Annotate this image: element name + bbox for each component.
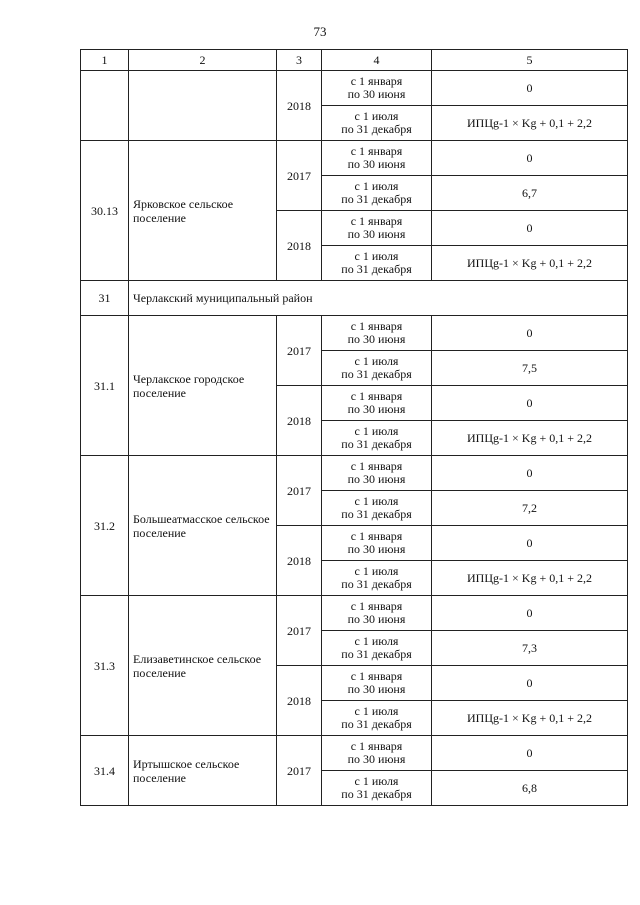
column-header: 3 <box>277 50 322 71</box>
value-cell: ИПЦg-1 × Kg + 0,1 + 2,2 <box>432 106 628 141</box>
period-start: с 1 июля <box>354 354 399 368</box>
period-end: по 31 декабря <box>341 192 412 206</box>
year-cell: 2018 <box>277 71 322 141</box>
value-cell: ИПЦg-1 × Kg + 0,1 + 2,2 <box>432 246 628 281</box>
value-cell: 6,8 <box>432 771 628 806</box>
period-start: с 1 июля <box>354 494 399 508</box>
period-start: с 1 января <box>350 74 403 88</box>
period-end: по 30 июня <box>347 612 406 626</box>
period-end: по 30 июня <box>347 682 406 696</box>
tariff-table <box>80 49 628 806</box>
table-row <box>81 141 628 176</box>
period-start: с 1 июля <box>354 774 399 788</box>
value-cell: 7,3 <box>432 631 628 666</box>
period-end: по 31 декабря <box>341 122 412 136</box>
period-end: по 31 декабря <box>341 787 412 801</box>
table-row <box>81 316 628 351</box>
period-end: по 30 июня <box>347 472 406 486</box>
year-cell: 2018 <box>277 526 322 596</box>
period-cell <box>322 386 432 421</box>
table-row <box>81 456 628 491</box>
value-cell: 7,5 <box>432 351 628 386</box>
value-cell: 6,7 <box>432 176 628 211</box>
year-cell: 2018 <box>277 666 322 736</box>
table-body <box>81 71 628 806</box>
period-cell <box>322 71 432 106</box>
row-number: 31.4 <box>81 736 129 806</box>
period-start: с 1 июля <box>354 249 399 263</box>
period-start: с 1 января <box>350 389 403 403</box>
column-header: 5 <box>432 50 628 71</box>
settlement-name: Иртышское сельское поселение <box>129 736 277 806</box>
row-number: 31.3 <box>81 596 129 736</box>
period-end: по 31 декабря <box>341 647 412 661</box>
period-cell <box>322 421 432 456</box>
period-end: по 31 декабря <box>341 262 412 276</box>
period-cell <box>322 771 432 806</box>
period-start: с 1 июля <box>354 634 399 648</box>
period-start: с 1 января <box>350 669 403 683</box>
value-cell: 0 <box>432 456 628 491</box>
period-start: с 1 января <box>350 529 403 543</box>
period-cell <box>322 561 432 596</box>
value-cell: 0 <box>432 666 628 701</box>
column-header: 1 <box>81 50 129 71</box>
period-cell <box>322 316 432 351</box>
page-number: 73 <box>313 24 327 39</box>
value-cell: 0 <box>432 386 628 421</box>
year-cell: 2017 <box>277 141 322 211</box>
period-cell <box>322 176 432 211</box>
period-end: по 31 декабря <box>341 437 412 451</box>
period-end: по 30 июня <box>347 87 406 101</box>
period-start: с 1 января <box>350 459 403 473</box>
period-cell <box>322 736 432 771</box>
period-start: с 1 января <box>350 214 403 228</box>
period-start: с 1 января <box>350 144 403 158</box>
period-cell <box>322 596 432 631</box>
period-cell <box>322 666 432 701</box>
period-cell <box>322 701 432 736</box>
settlement-name: Большеатмасское сельское поселение <box>129 456 277 596</box>
period-end: по 31 декабря <box>341 507 412 521</box>
period-end: по 31 декабря <box>341 577 412 591</box>
value-cell: 0 <box>432 141 628 176</box>
settlement-name: Черлакское городское поселение <box>129 316 277 456</box>
row-number: 31 <box>81 281 129 316</box>
period-end: по 30 июня <box>347 227 406 241</box>
row-number: 31.1 <box>81 316 129 456</box>
value-cell: 7,2 <box>432 491 628 526</box>
period-end: по 30 июня <box>347 752 406 766</box>
year-cell: 2018 <box>277 211 322 281</box>
period-start: с 1 июля <box>354 179 399 193</box>
settlement-name <box>129 71 277 141</box>
year-cell: 2017 <box>277 736 322 806</box>
value-cell: 0 <box>432 596 628 631</box>
year-cell: 2018 <box>277 386 322 456</box>
settlement-name: Елизаветинское сельское поселение <box>129 596 277 736</box>
year-cell: 2017 <box>277 316 322 386</box>
row-number: 31.2 <box>81 456 129 596</box>
period-cell <box>322 141 432 176</box>
period-cell <box>322 456 432 491</box>
district-row <box>81 281 628 316</box>
period-end: по 31 декабря <box>341 367 412 381</box>
period-start: с 1 января <box>350 739 403 753</box>
period-end: по 30 июня <box>347 332 406 346</box>
value-cell: 0 <box>432 736 628 771</box>
period-cell <box>322 526 432 561</box>
value-cell: 0 <box>432 526 628 561</box>
value-cell: ИПЦg-1 × Kg + 0,1 + 2,2 <box>432 421 628 456</box>
year-cell: 2017 <box>277 456 322 526</box>
period-end: по 30 июня <box>347 402 406 416</box>
column-header: 4 <box>322 50 432 71</box>
period-end: по 30 июня <box>347 542 406 556</box>
period-cell <box>322 211 432 246</box>
table-row <box>81 736 628 771</box>
table-row <box>81 71 628 106</box>
row-number: 30.13 <box>81 141 129 281</box>
period-start: с 1 января <box>350 599 403 613</box>
value-cell: 0 <box>432 316 628 351</box>
period-start: с 1 июля <box>354 109 399 123</box>
year-cell: 2017 <box>277 596 322 666</box>
settlement-name: Ярковское сельское поселение <box>129 141 277 281</box>
period-cell <box>322 351 432 386</box>
table-header-row <box>81 50 628 71</box>
period-cell <box>322 106 432 141</box>
row-number <box>81 71 129 141</box>
value-cell: 0 <box>432 71 628 106</box>
period-start: с 1 июля <box>354 424 399 438</box>
period-start: с 1 января <box>350 319 403 333</box>
table-row <box>81 596 628 631</box>
value-cell: ИПЦg-1 × Kg + 0,1 + 2,2 <box>432 701 628 736</box>
period-cell <box>322 491 432 526</box>
period-cell <box>322 631 432 666</box>
period-end: по 30 июня <box>347 157 406 171</box>
period-start: с 1 июля <box>354 564 399 578</box>
value-cell: 0 <box>432 211 628 246</box>
period-cell <box>322 246 432 281</box>
value-cell: ИПЦg-1 × Kg + 0,1 + 2,2 <box>432 561 628 596</box>
period-end: по 31 декабря <box>341 717 412 731</box>
district-name: Черлакский муниципальный район <box>129 281 628 316</box>
period-start: с 1 июля <box>354 704 399 718</box>
column-header: 2 <box>129 50 277 71</box>
